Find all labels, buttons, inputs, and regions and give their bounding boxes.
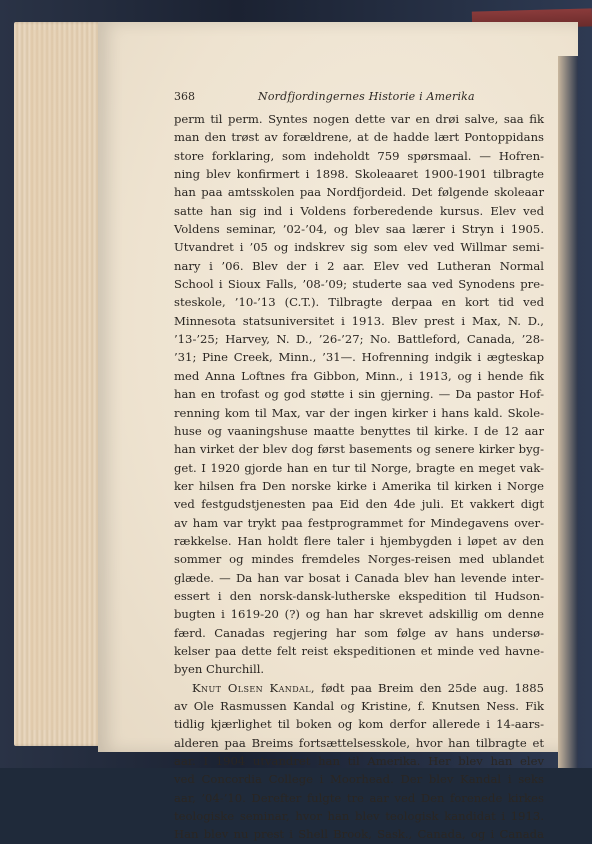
text-line: School i Sioux Falls, ’08-’09; studerte saa ved Synodens pre- xyxy=(174,277,544,292)
text-line: perm til perm. Syntes nogen dette var en drøi salve, saa fik xyxy=(174,112,544,126)
text-line: ning blev konfirmert i 1898. Skoleaaret 1900-1901 tilbragte xyxy=(174,167,544,182)
text-line: han en trofast og god støtte i sin gjerning. — Da pastor Hof- xyxy=(174,387,544,402)
text-line: teologiske seminar, hvor han blev teologisk kandidat i 1913. xyxy=(174,809,544,824)
body-text xyxy=(174,110,544,844)
text-line: ved festgudstjenesten paa Eid den 4de juli. Et vakkert digt xyxy=(174,497,544,512)
text-line: aar, ’04-’10. Derefter fulgte tre aar ved Den forenede kirkes xyxy=(174,790,544,805)
text-line: essert i den norsk-dansk-lutherske ekspedition til Hudson- xyxy=(174,588,544,603)
text-line: av Ole Rasmussen Kandal og Kristine, f. Knutsen Ness. Fik xyxy=(174,699,544,713)
running-header xyxy=(174,90,544,106)
text-line: aar. I 1904 utvandret han til Amerika. Her blev han elev xyxy=(174,754,544,769)
text-line: sommer og mindes fremdeles Norges-reisen med ublandet xyxy=(174,552,544,567)
text-line: av ham var trykt paa festprogrammet for Mindegavens over- xyxy=(174,515,544,530)
text-line: renning kom til Max, var der ingen kirker i hans kald. Skole- xyxy=(174,405,544,420)
text-line: store forklaring, som indeholdt 759 spørsmaal. — Hofren- xyxy=(174,148,544,163)
text-line: Han blev nu prest i Shell Brook, Sask., Canada, og i Canada xyxy=(174,827,544,842)
entry-name: Knut Olsen Kandal, xyxy=(192,680,315,695)
text-line: byen Churchill. xyxy=(174,662,265,677)
text-line: satte han sig ind i Voldens forberedende kursus. Elev ved xyxy=(174,203,544,218)
text-line: han paa amtsskolen paa Nordfjordeid. Det følgende skoleaar xyxy=(174,185,544,200)
text-line: han virket der blev dog først basements og senere kirker byg- xyxy=(174,442,544,457)
text-line: tidlig kjærlighet til boken og kom derfor allerede i 14-aars- xyxy=(174,717,544,732)
text-line: glæde. — Da han var bosat i Canada blev han levende inter- xyxy=(174,570,544,585)
text-line: ’13-’25; Harvey, N. D., ’26-’27; No. Battleford, Canada, ’28- xyxy=(174,332,544,347)
text-line: rækkelse. Han holdt flere taler i hjembygden i løpet av den xyxy=(174,533,544,548)
page-right-edge xyxy=(558,56,578,768)
text-line: huse og vaaningshuse maatte benyttes til kirke. I de 12 aar xyxy=(174,423,544,438)
text-line: kelser paa dette felt reist ekspeditionen et minde ved havne- xyxy=(174,643,544,658)
text-line: med Anna Loftnes fra Gibbon, Minn., i 1913, og i hende fik xyxy=(174,368,544,383)
running-title: Nordfjordingernes Historie i Amerika xyxy=(258,90,475,103)
text-line: færd. Canadas regjering har som følge av hans undersø- xyxy=(174,625,544,640)
page-stack-shading xyxy=(30,30,100,730)
text-line: Minnesota statsuniversitet i 1913. Blev prest i Max, N. D., xyxy=(174,313,544,328)
entry-first-line xyxy=(174,679,544,697)
text-line: alderen paa Breims fortsættelsesskole, hvor han tilbragte et xyxy=(174,735,544,750)
text-line: man den trøst av forældrene, at de hadde lært Pontoppidans xyxy=(174,130,544,145)
text-line: nary i ’06. Blev der i 2 aar. Elev ved Lutheran Normal xyxy=(174,258,544,273)
text-line: get. I 1920 gjorde han en tur til Norge, bragte en meget vak- xyxy=(174,460,544,475)
text-line: steskole, ’10-’13 (C.T.). Tilbragte derpaa en kort tid ved xyxy=(174,295,544,310)
text-line: ’31; Pine Creek, Minn., ’31—. Hofrenning indgik i ægteskap xyxy=(174,350,544,365)
text-line: Voldens seminar, ’02-’04, og blev saa lærer i Stryn i 1905. xyxy=(174,222,544,237)
text-line: bugten i 1619-20 (?) og han har skrevet adskillig om denne xyxy=(174,607,544,622)
page-number: 368 xyxy=(174,90,195,103)
entry-first-line-text: født paa Breim den 25de aug. 1885 xyxy=(321,680,545,695)
text-line: ved Concordia College i Moorhead. Der blev Kandal i seks xyxy=(174,772,544,787)
text-line: ker hilsen fra Den norske kirke i Amerika til kirken i Norge xyxy=(174,478,544,493)
text-line: Utvandret i ’05 og indskrev sig som elev ved Willmar semi- xyxy=(174,240,544,255)
